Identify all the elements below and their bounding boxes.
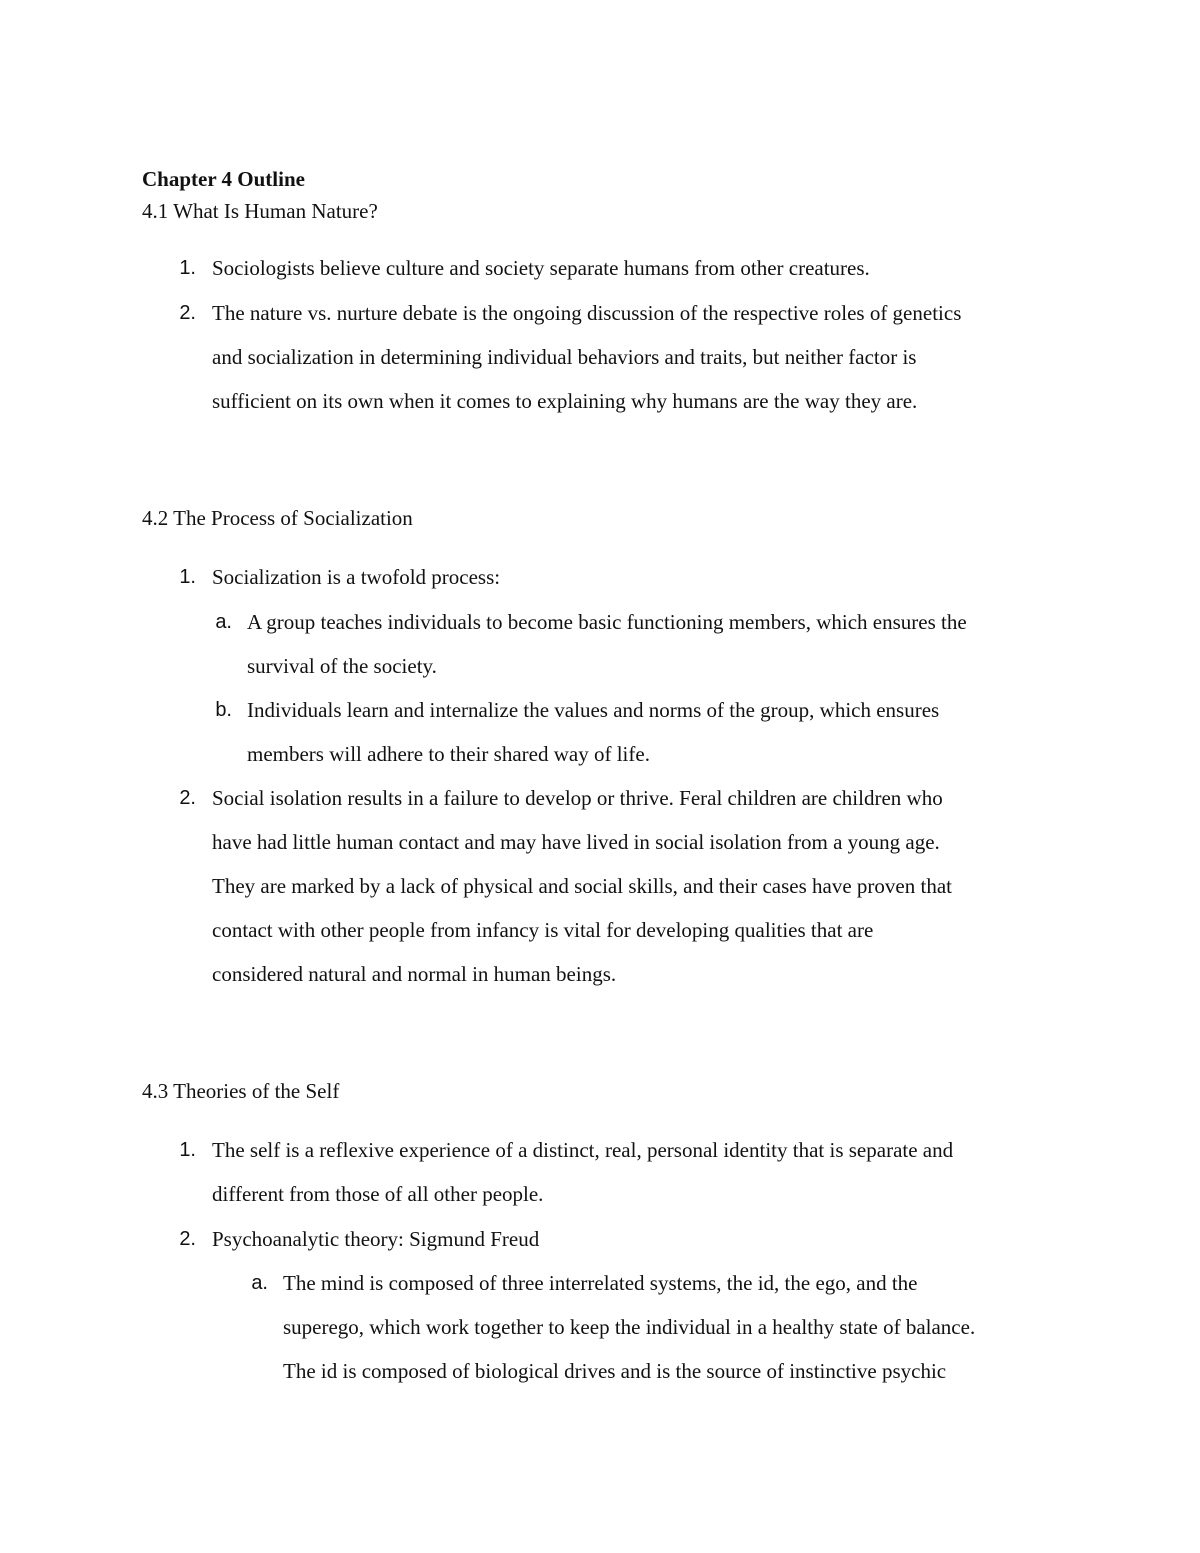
text-line: members will adhere to their shared way of life.	[247, 742, 650, 766]
text-line: sufficient on its own when it comes to explaining why humans are the way they are.	[212, 389, 918, 413]
list-item-marker: 1.	[179, 257, 196, 279]
list-item-text	[212, 1217, 539, 1261]
list-item-marker: 2.	[179, 787, 196, 809]
list-item-marker: 1.	[179, 566, 196, 588]
section-heading-4-1: 4.1 What Is Human Nature?	[142, 199, 378, 223]
text-line: considered natural and normal in human beings.	[212, 962, 617, 986]
list-item-text	[212, 555, 500, 599]
text-line: survival of the society.	[247, 654, 437, 678]
list-item-marker: 1.	[179, 1139, 196, 1161]
text-line: The mind is composed of three interrelated systems, the id, the ego, and the	[283, 1271, 918, 1295]
text-line: Social isolation results in a failure to develop or thrive. Feral children are children who	[212, 786, 943, 810]
text-line: Individuals learn and internalize the values and norms of the group, which ensures	[247, 698, 940, 722]
sub-item-marker: a.	[215, 611, 232, 633]
section-heading-4-3: 4.3 Theories of the Self	[142, 1079, 340, 1103]
text-line: Psychoanalytic theory: Sigmund Freud	[212, 1227, 540, 1251]
sub-item-marker: b.	[215, 699, 232, 721]
document-title: Chapter 4 Outline	[142, 167, 305, 191]
text-line: Sociologists believe culture and society separate humans from other creatures.	[212, 256, 870, 280]
list-item-marker: 2.	[179, 1228, 196, 1250]
text-line: superego, which work together to keep the individual in a healthy state of balance.	[283, 1315, 976, 1339]
section-heading-4-2: 4.2 The Process of Socialization	[142, 506, 413, 530]
text-line: The nature vs. nurture debate is the ongoing discussion of the respective roles of genetics	[212, 301, 962, 325]
text-line: A group teaches individuals to become basic functioning members, which ensures the	[247, 610, 967, 634]
text-line: The id is composed of biological drives and is the source of instinctive psychic	[283, 1359, 947, 1383]
list-item-text	[212, 1128, 953, 1216]
text-line: They are marked by a lack of physical and social skills, and their cases have proven that	[212, 874, 952, 898]
text-line: different from those of all other people.	[212, 1182, 544, 1206]
list-item-text	[212, 246, 870, 290]
sub-item-text	[247, 688, 939, 776]
text-line: have had little human contact and may have lived in social isolation from a young age.	[212, 830, 940, 854]
text-line: The self is a reflexive experience of a distinct, real, personal identity that is separate and	[212, 1138, 954, 1162]
text-line: Socialization is a twofold process:	[212, 565, 501, 589]
text-line: contact with other people from infancy is vital for developing qualities that are	[212, 918, 874, 942]
sub-item-text	[283, 1261, 975, 1393]
list-item-text	[212, 291, 961, 423]
sub-item-marker: a.	[251, 1272, 268, 1294]
text-line: and socialization in determining individual behaviors and traits, but neither factor is	[212, 345, 917, 369]
list-item-text	[212, 776, 952, 996]
list-item-marker: 2.	[179, 302, 196, 324]
sub-item-text	[247, 600, 967, 688]
